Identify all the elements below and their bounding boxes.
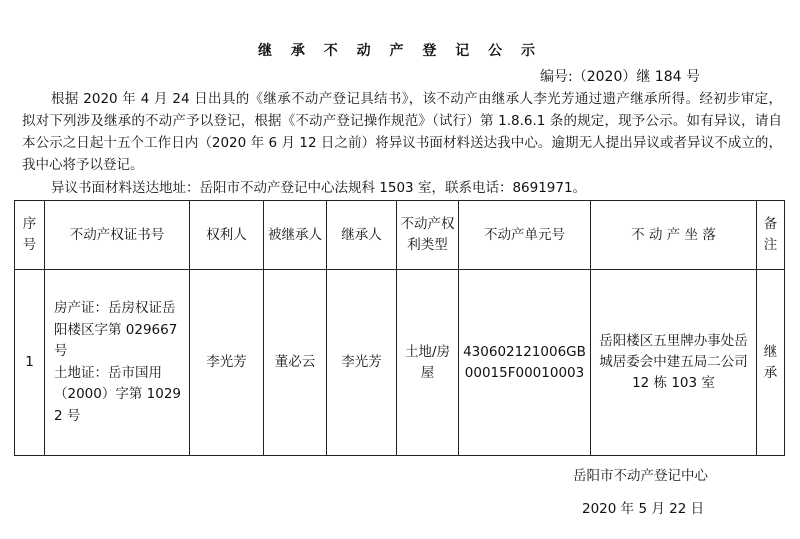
notice-title: 继 承 不 动 产 登 记 公 示 [258, 43, 542, 59]
header-owner: 权利人 [190, 201, 264, 270]
header-location: 不 动 产 坐 落 [591, 201, 757, 270]
header-heir: 继承人 [327, 201, 397, 270]
header-seq: 序号 [15, 201, 45, 270]
notice-body: 根据 2020 年 4 月 24 日出具的《继承不动产登记具结书》，该不动产由继承人李光芳通过遗产继承所得。经初步审定， 拟对下列涉及继承的不动产予以登记，根据《不动产登记操作规范》（试行）第 1.8.6.1 条的规定，现予公示。如有异议，请自本公示之日起十五个工作日内（2020 年 6 月 12 日之前）将异议书面材料送达我中心。逾期无人提出异议或者异议不成立的，我中心将予以登记。 [22, 91, 782, 173]
objection-address: 异议书面材料送达地址：岳阳市不动产登记中心法规科 1503 室，联系电话：8691971。 [51, 180, 587, 196]
cell-remark: 继承 [757, 270, 785, 456]
header-cert: 不动产权证书号 [45, 201, 190, 270]
inheritance-table [14, 200, 785, 456]
signature-date: 2020 年 5 月 22 日 [582, 501, 705, 517]
cell-heir: 李光芳 [327, 270, 397, 456]
table-header-row [15, 201, 785, 270]
table-row [15, 270, 785, 456]
cell-cert [45, 270, 190, 456]
cert-land: 土地证：岳市国用（2000）字第 10292 号 [54, 364, 182, 424]
header-right-type: 不动产权利类型 [397, 201, 459, 270]
cell-location: 岳阳楼区五里牌办事处岳城居委会中建五局二公司 12 栋 103 室 [591, 270, 757, 456]
cert-house: 房产证：岳房权证岳阳楼区字第 029667 号 [54, 300, 178, 359]
signature-organization: 岳阳市不动产登记中心 [573, 468, 708, 484]
cell-owner: 李光芳 [190, 270, 264, 456]
header-unit-no: 不动产单元号 [459, 201, 591, 270]
cell-seq: 1 [15, 270, 45, 456]
cell-unit-no: 430602121006GB00015F00010003 [459, 270, 591, 456]
header-remark: 备注 [757, 201, 785, 270]
cell-right-type: 土地/房屋 [397, 270, 459, 456]
header-decedent: 被继承人 [264, 201, 327, 270]
cell-decedent: 董必云 [264, 270, 327, 456]
document-number: 编号:（2020）继 184 号 [540, 69, 700, 85]
